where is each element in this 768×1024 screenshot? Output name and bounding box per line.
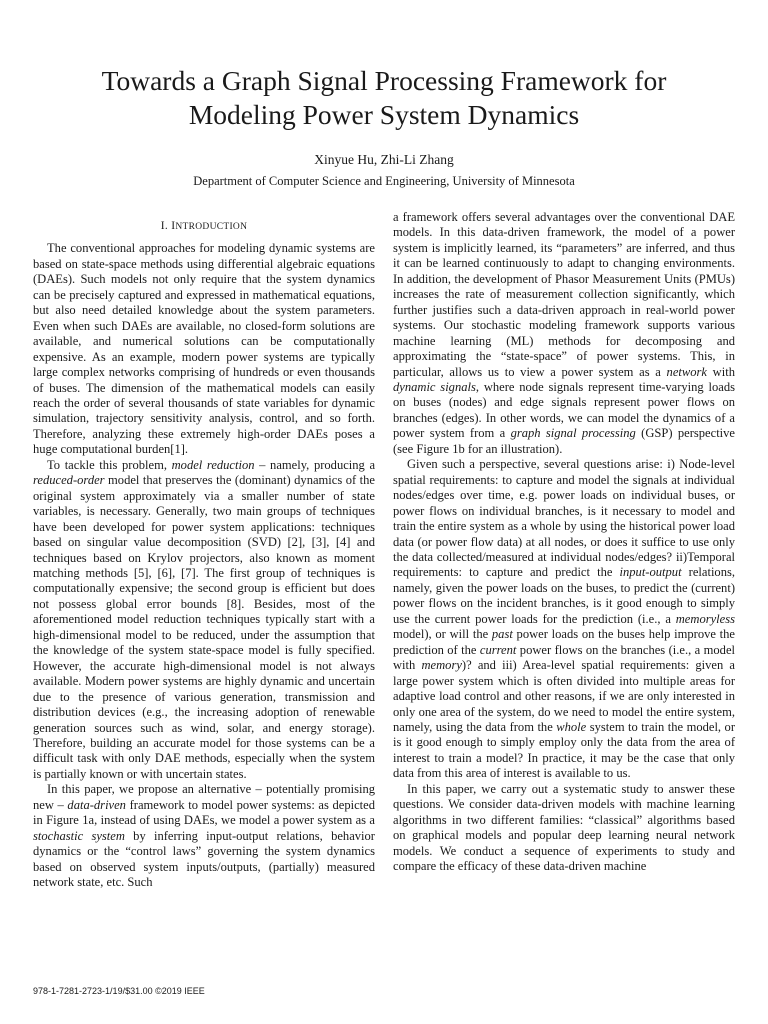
- title-line: Towards a Graph Signal Processing Framework for: [101, 65, 667, 96]
- body-text: model that preserves the (dominant) dynamics of the original system approximately via a smaller number of state variables, is necessary. Generally, two main groups of techniques have been developed for power system applications: techniques based on singular value decomposition (SVD) [2], [3], [4] and techniques based on Krylov projectors, also known as moment matching methods [5], [6], [7]. The first group of techniques is computationally expensive; the second group is efficient but does not possess global error bounds [8]. Besides, most of the aforementioned model reduction techniques typically start with a high-dimensional model to be reduced, under the assumption that the knowledge of the system state-space model is fully specified. However, the accurate high-dimensional model is not always available. Modern power systems are highly dynamic and uncertain due to the presence of various generation, transmission and distribution devices (e.g., the increasing adoption of renewable generation sources such as wind, solar, and energy storage). Therefore, building an accurate model for those systems can be a difficult task with only DAE methods, especially when the system is partially known or with uncertain states.: [33, 473, 375, 781]
- body-text: model), or will the: [393, 627, 492, 642]
- left-column: [33, 219, 375, 890]
- paragraph: [393, 782, 735, 875]
- section-title: NTRODUCTION: [175, 222, 248, 232]
- body-text: Given such a perspective, several questions arise: i) Node-level spatial requirements: to capture and model the signals at individual nodes/edges over time, e.g. power loads on individual buses, or power flows on individual branches, is it necessary to model and train the entire system as a whole by using the historical power load data (or power flow data) at all nodes, or does it suffice to use only the data collected/measured at individual nodes/edges? ii)Temporal requirements: to capture and predict the: [393, 457, 735, 580]
- paragraph: [393, 210, 735, 457]
- emphasis-text: past: [491, 627, 513, 642]
- authors: Xinyue Hu, Zhi-Li Zhang: [314, 152, 454, 167]
- emphasis-text: graph signal processing: [510, 426, 636, 441]
- body-text: , where node signals represent time-varying loads on buses (nodes) and edge signals represent power flows on branches (edges). In other words, we can model the dynamics of a power system from a: [393, 379, 735, 441]
- paragraph: [33, 782, 375, 890]
- body-text: )? and iii) Area-level spatial requirements: given a large power system which is often divided into multiple areas for adaptive load control and other reasons, if we are only interested in only one area of the system, do we need to model the entire system, namely, using the data from the: [393, 658, 735, 734]
- emphasis-text: memoryless: [675, 611, 735, 626]
- body-text: power flows on the branches (i.e., a model with: [393, 642, 735, 673]
- title-line: Modeling Power System Dynamics: [188, 99, 580, 130]
- body-text: by inferring input-output relations, behavior dynamics or the “control laws” governing the system dynamics based on observed system inputs/outputs, (partially) measured network state, etc. Such: [33, 828, 375, 890]
- body-text: In this paper, we propose an alternative – potentially promising new –: [33, 782, 375, 812]
- body-text: a framework offers several advantages over the conventional DAE models. In this data-driven framework, the model of a power system is implicitly learned, its “parameters” are inferred, and thus it can be learned continuously to adapt to changing environments. In addition, the development of Phasor Measurement Units (PMUs) increases the rate of measurement collection significantly, which further justifies such a data-driven approach in real-world power systems. Our stochastic modeling framework supports various machine learning (ML) methods for decomposing and approximating the “state-space” of power systems. This, in particular, allows us to view a power system as a: [393, 210, 735, 379]
- copyright-footer: 978-1-7281-2723-1/19/$31.00 ©2019 IEEE: [33, 986, 205, 996]
- emphasis-text: current: [479, 642, 517, 657]
- emphasis-text: memory: [421, 658, 462, 673]
- body-text: – namely, producing a: [254, 457, 376, 472]
- paragraph: [393, 457, 735, 782]
- emphasis-text: input-output: [619, 565, 682, 580]
- right-column: [393, 210, 735, 874]
- paragraph: [33, 241, 375, 457]
- paper-title: [0, 64, 768, 132]
- emphasis-text: model reduction: [171, 457, 255, 472]
- emphasis-text: reduced-order: [33, 473, 105, 488]
- body-text: power loads on the buses help improve the prediction of the: [393, 627, 736, 657]
- body-text: with: [706, 364, 735, 379]
- emphasis-text: whole: [556, 719, 587, 734]
- emphasis-text: data-driven: [67, 797, 126, 812]
- body-text: To tackle this problem,: [47, 457, 172, 472]
- section-number: I. I: [160, 220, 176, 232]
- emphasis-text: network: [666, 364, 707, 379]
- body-text: relations, namely, given the power loads on the buses, to predict the (current) power flows on the incident branches, is it good enough to simply use the current power loads for the prediction (i.e., a: [393, 565, 735, 626]
- body-text: system to train the model, or is it good enough to simply employ only the data from the area of interest to train a model? In practice, it may be the case that only data from this area of interest is available to us.: [393, 719, 735, 781]
- body-text: In this paper, we carry out a systematic study to answer these questions. We consider data-driven models with machine learning algorithms in two different families: “classical” algorithms based on graphical models and popular deep learning neural network models. We conduct a sequence of experiments to study and compare the efficacy of these data-driven machine: [393, 781, 735, 874]
- right-body: [393, 210, 735, 874]
- left-body: [33, 241, 375, 890]
- emphasis-text: stochastic system: [33, 828, 125, 843]
- emphasis-text: dynamic signals: [393, 379, 476, 394]
- affiliation: Department of Computer Science and Engineering, University of Minnesota: [193, 174, 575, 188]
- body-text: (GSP) perspective (see Figure 1b for an illustration).: [393, 426, 736, 456]
- section-heading: [33, 219, 375, 235]
- body-text: The conventional approaches for modeling dynamic systems are based on state-space methods using differential algebraic equations (DAEs). Such models not only require that the system dynamics can be precisely captured and expressed in mathematical equations, but also need detailed knowledge about the system parameters. Even when such DAEs are available, no closed-form solutions are available, and numerical solutions can be computationally expensive. As an example, modern power systems are typically large complex networks comprising of hundreds or even thousands of buses. The dimension of the mathematical models can easily reach the order of several thousands of state variables for dynamic simulation, trajectory sensitivity analysis, control, and so forth. Therefore, analyzing these extremely high-order DAEs poses a huge computational burden[1].: [33, 241, 375, 457]
- paragraph: [33, 458, 375, 783]
- body-text: framework to model power systems: as depicted in Figure 1a, instead of using DAEs, we model a power system as a: [33, 797, 375, 828]
